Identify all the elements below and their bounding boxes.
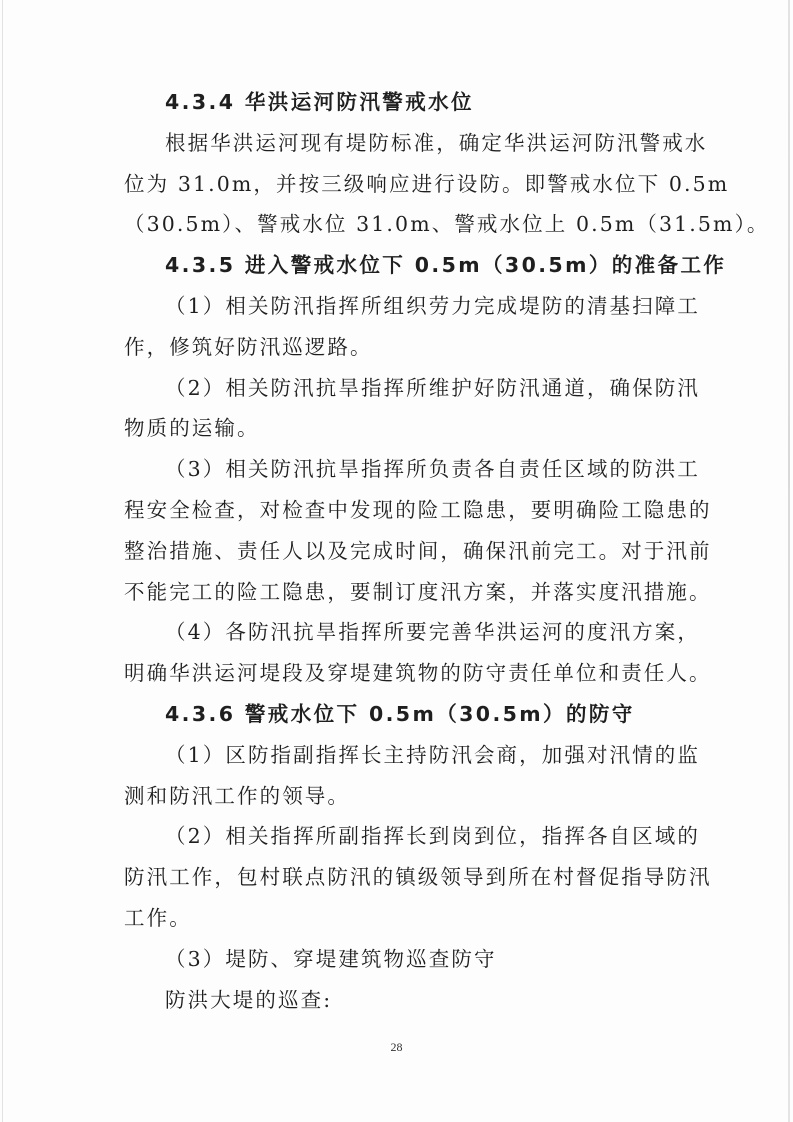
doc-line: （2）相关指挥所副指挥长到岗到位，指挥各自区域的 (165, 824, 700, 849)
doc-line: （2）相关防汛抗旱指挥所维护好防汛通道，确保防汛 (165, 375, 700, 400)
doc-line: 根据华洪运河现有堤防标准，确定华洪运河防汛警戒水 (165, 130, 708, 155)
doc-line: 作，修筑好防汛巡逻路。 (124, 334, 373, 359)
scan-edge-left (2, 0, 3, 1122)
doc-line: 不能完工的险工隐患，要制订度汛方案，并落实度汛措施。 (124, 579, 712, 604)
doc-line: 防汛工作，包村联点防汛的镇级领导到所在村督促指导防汛 (124, 865, 712, 890)
section-heading: 4.3.5 进入警戒水位下 0.5m（30.5m）的准备工作 (165, 253, 727, 278)
doc-line: （1）区防指副指挥长主持防汛会商，加强对汛情的监 (165, 742, 700, 767)
doc-line: （4）各防汛抗旱指挥所要完善华洪运河的度汛方案， (165, 620, 700, 645)
doc-line: （30.5m）、警戒水位 31.0m、警戒水位上 0.5m（31.5m）。 (124, 212, 770, 237)
doc-line: 测和防汛工作的领导。 (124, 783, 350, 808)
doc-line: 明确华洪运河堤段及穿堤建筑物的防守责任单位和责任人。 (124, 661, 712, 686)
document-body (124, 82, 770, 1020)
doc-line: （1）相关防汛指挥所组织劳力完成堤防的清基扫障工 (165, 293, 700, 318)
doc-line: 整治措施、责任人以及完成时间，确保汛前完工。对于汛前 (124, 538, 712, 563)
page-number: 28 (390, 1040, 403, 1054)
doc-line: 防洪大堤的巡查: (165, 987, 333, 1012)
doc-line: （3）相关防汛抗旱指挥所负责各自责任区域的防洪工 (165, 457, 700, 482)
section-heading: 4.3.6 警戒水位下 0.5m（30.5m）的防守 (165, 701, 635, 726)
doc-line: （3）堤防、穿堤建筑物巡查防守 (165, 946, 497, 971)
doc-line: 程安全检查，对检查中发现的险工隐患，要明确险工隐患的 (124, 497, 712, 522)
doc-line: 工作。 (124, 905, 192, 930)
doc-line: 物质的运输。 (124, 416, 260, 441)
doc-line: 位为 31.0m，并按三级响应进行设防。即警戒水位下 0.5m (124, 171, 730, 196)
section-heading: 4.3.4 华洪运河防汛警戒水位 (165, 90, 474, 114)
scan-edge-right (788, 0, 790, 1122)
